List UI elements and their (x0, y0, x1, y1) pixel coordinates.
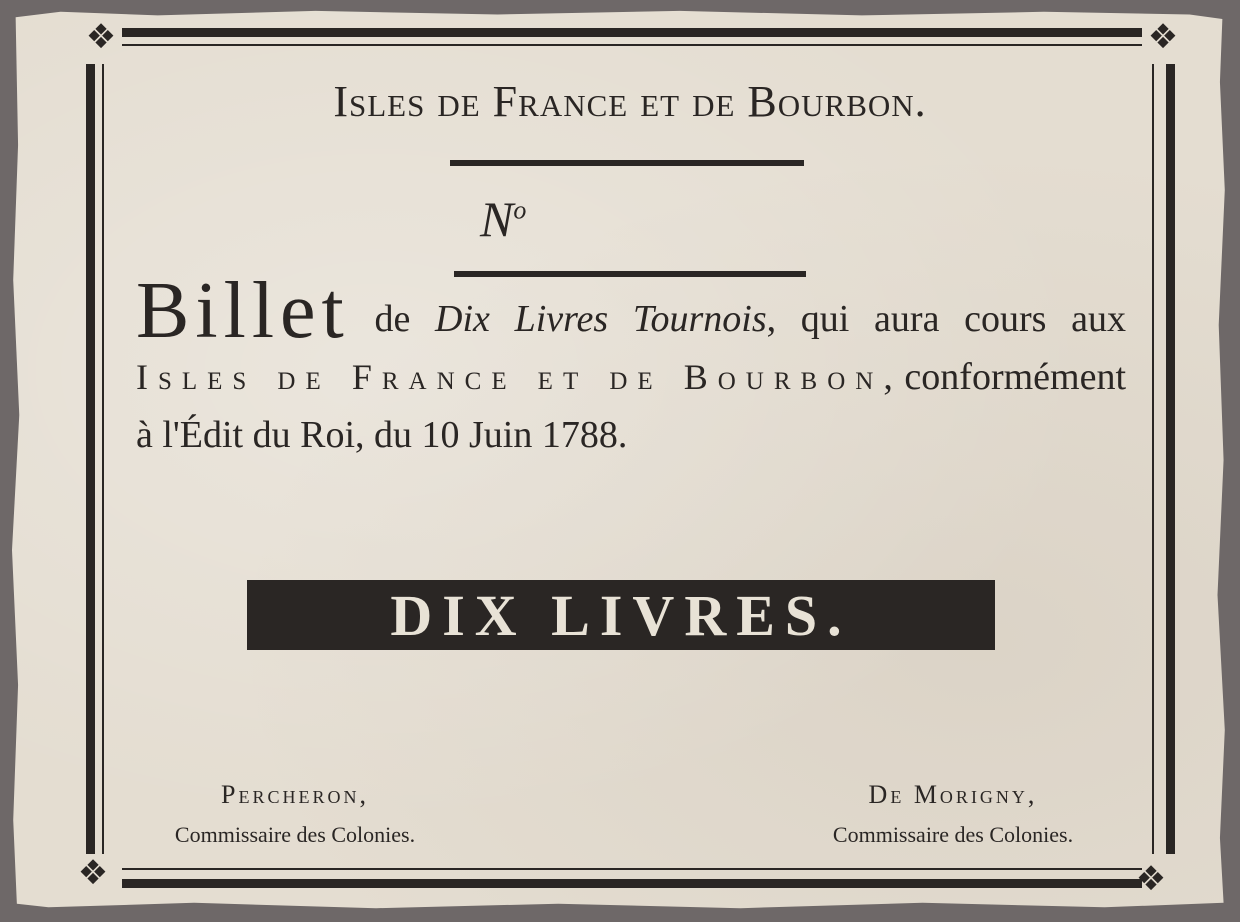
signatory-right (788, 780, 1118, 848)
serial-number-label (480, 190, 526, 248)
body-italic: Dix Livres Tournois (435, 298, 767, 340)
body-place: Isles de France et de Bourbon (136, 357, 884, 397)
border-rule-right-inner (1152, 64, 1154, 854)
body-text-3: , conformément à l'Édit du Roi, du 10 Juin 1788. (136, 356, 1126, 456)
fleuron-ornament-icon: ❖ (1135, 859, 1167, 899)
denomination-banner: DIX LIVRES. (247, 580, 995, 650)
signatory-role: Commissaire des Colonies. (174, 822, 416, 847)
body-lead: Billet (136, 267, 350, 355)
note-title: Isles de France et de Bourbon. (333, 77, 927, 126)
signatory-name: Percheron, (221, 780, 369, 809)
number-label: N (480, 191, 514, 247)
border-rule-bottom (122, 879, 1142, 888)
divider-top (450, 160, 804, 166)
body-text-2: , qui aura cours aux (766, 298, 1126, 340)
border-rule-top-inner (122, 44, 1142, 46)
border-rule-left (86, 64, 95, 854)
divider-bottom (454, 271, 806, 277)
note-body (136, 267, 1126, 464)
border-rule-bottom-inner (122, 868, 1142, 870)
border-rule-right (1166, 64, 1175, 854)
border-rule-top (122, 28, 1142, 37)
signatory-role: Commissaire des Colonies. (832, 822, 1074, 847)
signatory-name: De Morigny, (868, 780, 1038, 809)
body-text-1: de (349, 298, 436, 340)
number-suffix: o (513, 195, 527, 225)
fleuron-ornament-icon: ❖ (85, 17, 117, 57)
fleuron-ornament-icon: ❖ (77, 853, 109, 893)
fleuron-ornament-icon: ❖ (1147, 17, 1179, 57)
border-rule-left-inner (102, 64, 104, 854)
signatory-left (130, 780, 460, 848)
